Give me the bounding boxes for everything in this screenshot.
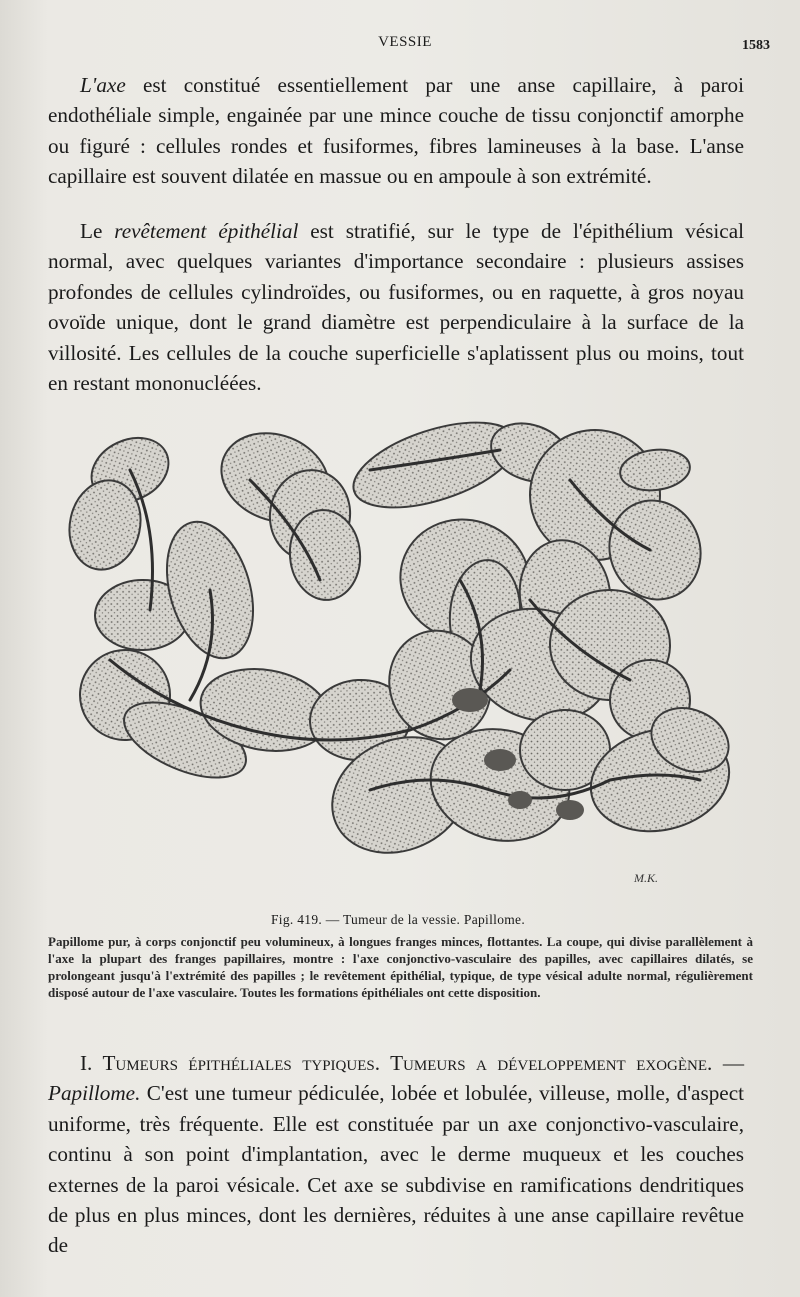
dilated-capillary [508,791,532,809]
term-axe: L'axe [80,73,126,97]
section-heading: I. Tumeurs épithéliales typiques. Tumeurs a développement exogène. [80,1051,713,1075]
heading-dash: — [712,1051,745,1075]
dilated-capillary [484,749,516,771]
paragraph-papillome-text: C'est une tumeur pédiculée, lobée et lobulée, villeuse, molle, d'aspect uniforme, très fréquente. Elle est constituée par un axe conjonctivo-vasculaire, continu à son point d'implantation, avec le derme muqueux et les couches externes de la paroi vésicale. Cet axe se subdivise en ramifications dendritiques de plus en plus minces, dont les dernières, réduites à une anse capillaire revêtue de [48,1081,744,1258]
dilated-capillary [556,800,584,820]
papilla-lobe [343,410,526,525]
paragraph-revetement-lead: Le [80,219,115,243]
figure-caption-text: Papillome pur, à corps conjonctif peu volumineux, à longues franges minces, flottantes. La coupe, qui divise parallèlement à l'axe la plupart des franges papillaires, montre : l'axe conjonctivo-vasculaire des papilles, avec capillaires dilatés, se prolongeant jusqu'à l'extrémité des papilles ; le revêtement épithélial, typique, de type vésical adulte normal, régulièrement disposé autour de l'axe vasculaire. Toutes les formations épithéliales ont cette disposition. [48,934,753,1000]
figure-caption-title: Fig. 419. — Tumeur de la vessie. Papillome. [270,912,526,927]
dilated-capillary [452,688,488,712]
page-number: 1583 [742,38,770,53]
tissue-lobes [61,410,739,874]
paragraph-axe [48,70,744,192]
figure-papilloma-illustration [50,410,750,905]
term-papillome: Papillome. [48,1081,141,1106]
paragraph-revetement [48,216,744,398]
running-head: VESSIE [378,34,432,50]
term-revetement: revêtement épithélial [114,219,299,243]
papilloma-drawing [50,410,750,905]
paragraph-papillome [48,1048,744,1261]
engraver-signature: M.K. [634,871,658,885]
page-header [40,34,770,58]
paragraph-axe-text: est constitué essentiellement par une anse capillaire, à paroi endothéliale simple, engainée par une mince couche de tissu conjonctif amorphe ou figuré : cellules rondes et fusiformes, fibres lamineuses à la base. L'anse capillaire est souvent dilatée en massue ou en ampoule à son extrémité. [48,73,744,189]
paragraph-revetement-text: est stratifié, sur le type de l'épithélium vésical normal, avec quelques variantes d'importance secondaire : plusieurs assises profondes de cellules cylindroïdes, ou fusiformes, ou en raquette, à gros noyau ovoïde unique, dont le grand diamètre est perpendiculaire à la surface de la villosité. Les cellules de la couche superficielle s'aplatissent plus ou moins, tout en restant mononucléées. [48,219,744,396]
